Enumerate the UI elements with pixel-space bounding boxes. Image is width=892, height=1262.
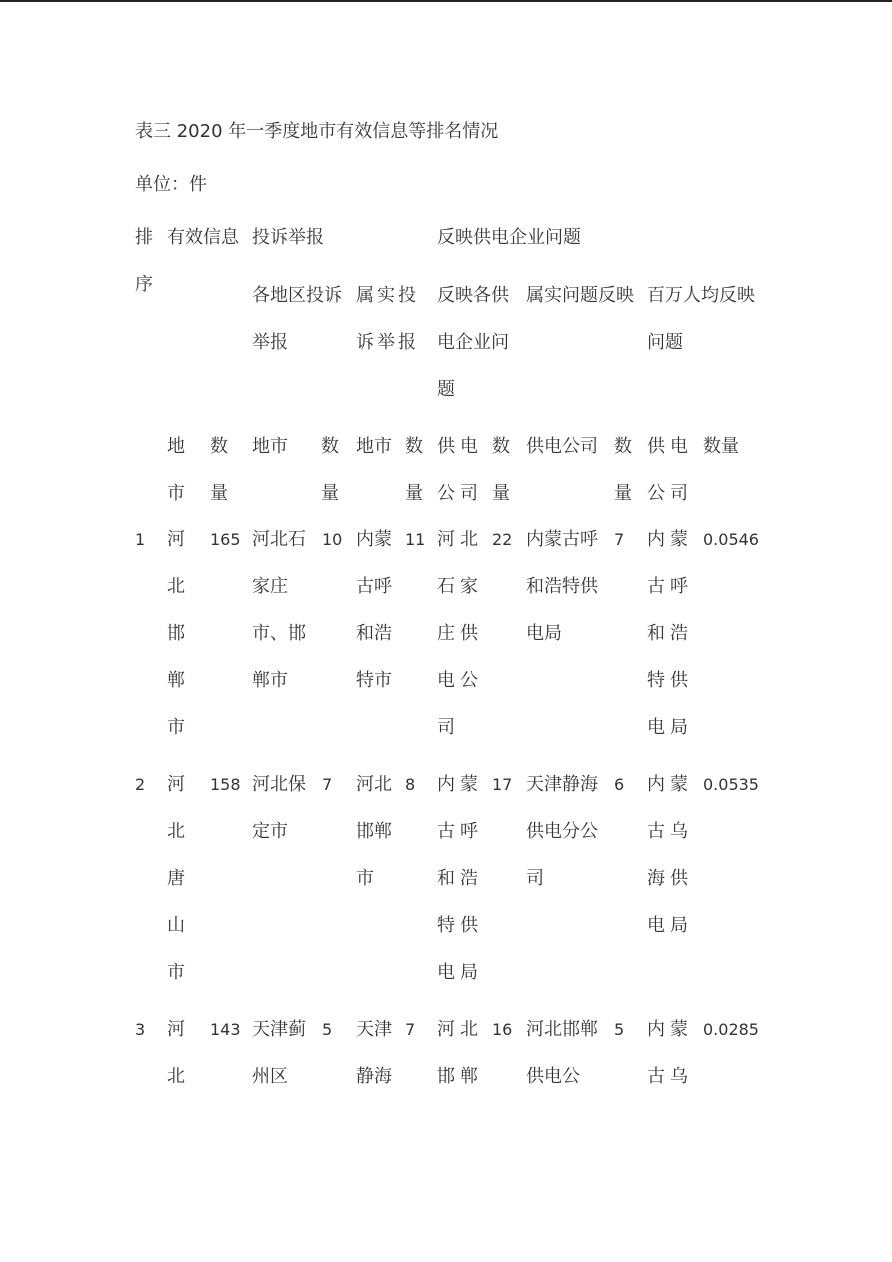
row-verified-company: 天津静海供电分公司 bbox=[526, 774, 598, 889]
subheader-pm-company: 供电公司 bbox=[647, 436, 693, 504]
row-verified-city: 天津静海 bbox=[356, 1019, 392, 1087]
header-power-issues: 反映供电企业问题 bbox=[437, 227, 581, 248]
row-rank: 1 bbox=[135, 530, 146, 549]
subheader-verified-company-count: 数量 bbox=[614, 436, 632, 504]
row-valid-count: 165 bbox=[210, 530, 241, 549]
subheader-company-count: 数量 bbox=[492, 436, 510, 504]
subheader-company: 供电公司 bbox=[437, 436, 483, 504]
row-pm-value: 0.0546 bbox=[703, 530, 759, 549]
row-complaint-count: 10 bbox=[322, 530, 343, 549]
unit-label: 单位：件 bbox=[135, 174, 207, 195]
subheader-verified-city: 地市 bbox=[356, 436, 392, 457]
row-verified-company-count: 7 bbox=[614, 530, 625, 549]
subheader-pm-count: 数量 bbox=[703, 436, 739, 457]
row-company: 河北石家庄供电公司 bbox=[437, 529, 483, 738]
subheader-valid-count: 数量 bbox=[210, 436, 228, 504]
header-rank: 排序 bbox=[135, 227, 153, 295]
row-valid-city: 河北 bbox=[167, 1019, 185, 1087]
row-complaint-city: 天津蓟州区 bbox=[252, 1019, 306, 1087]
row-verified-count: 7 bbox=[405, 1020, 416, 1039]
row-valid-count: 143 bbox=[210, 1020, 241, 1039]
page-top-border bbox=[0, 0, 892, 2]
row-pm-company: 内蒙古呼和浩特供电局 bbox=[647, 529, 693, 738]
row-valid-city: 河北邯郸市 bbox=[167, 529, 185, 738]
header-verified-issues: 属实问题反映 bbox=[526, 285, 634, 306]
row-rank: 3 bbox=[135, 1020, 146, 1039]
row-company-count: 16 bbox=[492, 1020, 513, 1039]
header-valid-info: 有效信息 bbox=[167, 227, 239, 248]
row-verified-company: 河北邯郸供电公 bbox=[526, 1019, 598, 1087]
row-verified-city: 河北邯郸市 bbox=[356, 774, 392, 889]
table-title: 表三 2020 年一季度地市有效信息等排名情况 bbox=[135, 121, 499, 142]
subheader-valid-city: 地市 bbox=[167, 436, 185, 504]
header-complaints: 投诉举报 bbox=[252, 227, 324, 248]
row-complaint-count: 5 bbox=[322, 1020, 333, 1039]
row-company-count: 22 bbox=[492, 530, 513, 549]
row-verified-city: 内蒙古呼和浩特市 bbox=[356, 529, 392, 691]
row-pm-company: 内蒙古乌海供电局 bbox=[647, 774, 693, 936]
row-company: 内蒙古呼和浩特供电局 bbox=[437, 774, 483, 983]
header-company-issues: 反映各供电企业问题 bbox=[437, 285, 509, 400]
row-verified-company-count: 5 bbox=[614, 1020, 625, 1039]
row-company: 河北邯郸 bbox=[437, 1019, 483, 1087]
subheader-verified-count: 数量 bbox=[405, 436, 423, 504]
row-verified-company: 内蒙古呼和浩特供电局 bbox=[526, 529, 598, 644]
row-rank: 2 bbox=[135, 775, 146, 794]
header-per-million: 百万人均反映问题 bbox=[647, 285, 755, 353]
row-verified-company-count: 6 bbox=[614, 775, 625, 794]
row-valid-city: 河北唐山市 bbox=[167, 774, 185, 983]
row-pm-value: 0.0285 bbox=[703, 1020, 759, 1039]
row-complaint-count: 7 bbox=[322, 775, 333, 794]
row-valid-count: 158 bbox=[210, 775, 241, 794]
subheader-complaint-city: 地市 bbox=[252, 436, 288, 457]
subheader-complaint-count: 数量 bbox=[321, 436, 339, 504]
row-complaint-city: 河北保定市 bbox=[252, 774, 306, 842]
row-pm-value: 0.0535 bbox=[703, 775, 759, 794]
header-verified-complaints: 属实投诉举报 bbox=[356, 285, 419, 353]
row-verified-count: 8 bbox=[405, 775, 416, 794]
row-verified-count: 11 bbox=[405, 530, 426, 549]
row-pm-company: 内蒙古乌 bbox=[647, 1019, 693, 1087]
subheader-verified-company: 供电公司 bbox=[526, 436, 598, 457]
row-company-count: 17 bbox=[492, 775, 513, 794]
header-region-complaints: 各地区投诉举报 bbox=[252, 285, 342, 353]
row-complaint-city: 河北石家庄市、邯郸市 bbox=[252, 529, 306, 691]
